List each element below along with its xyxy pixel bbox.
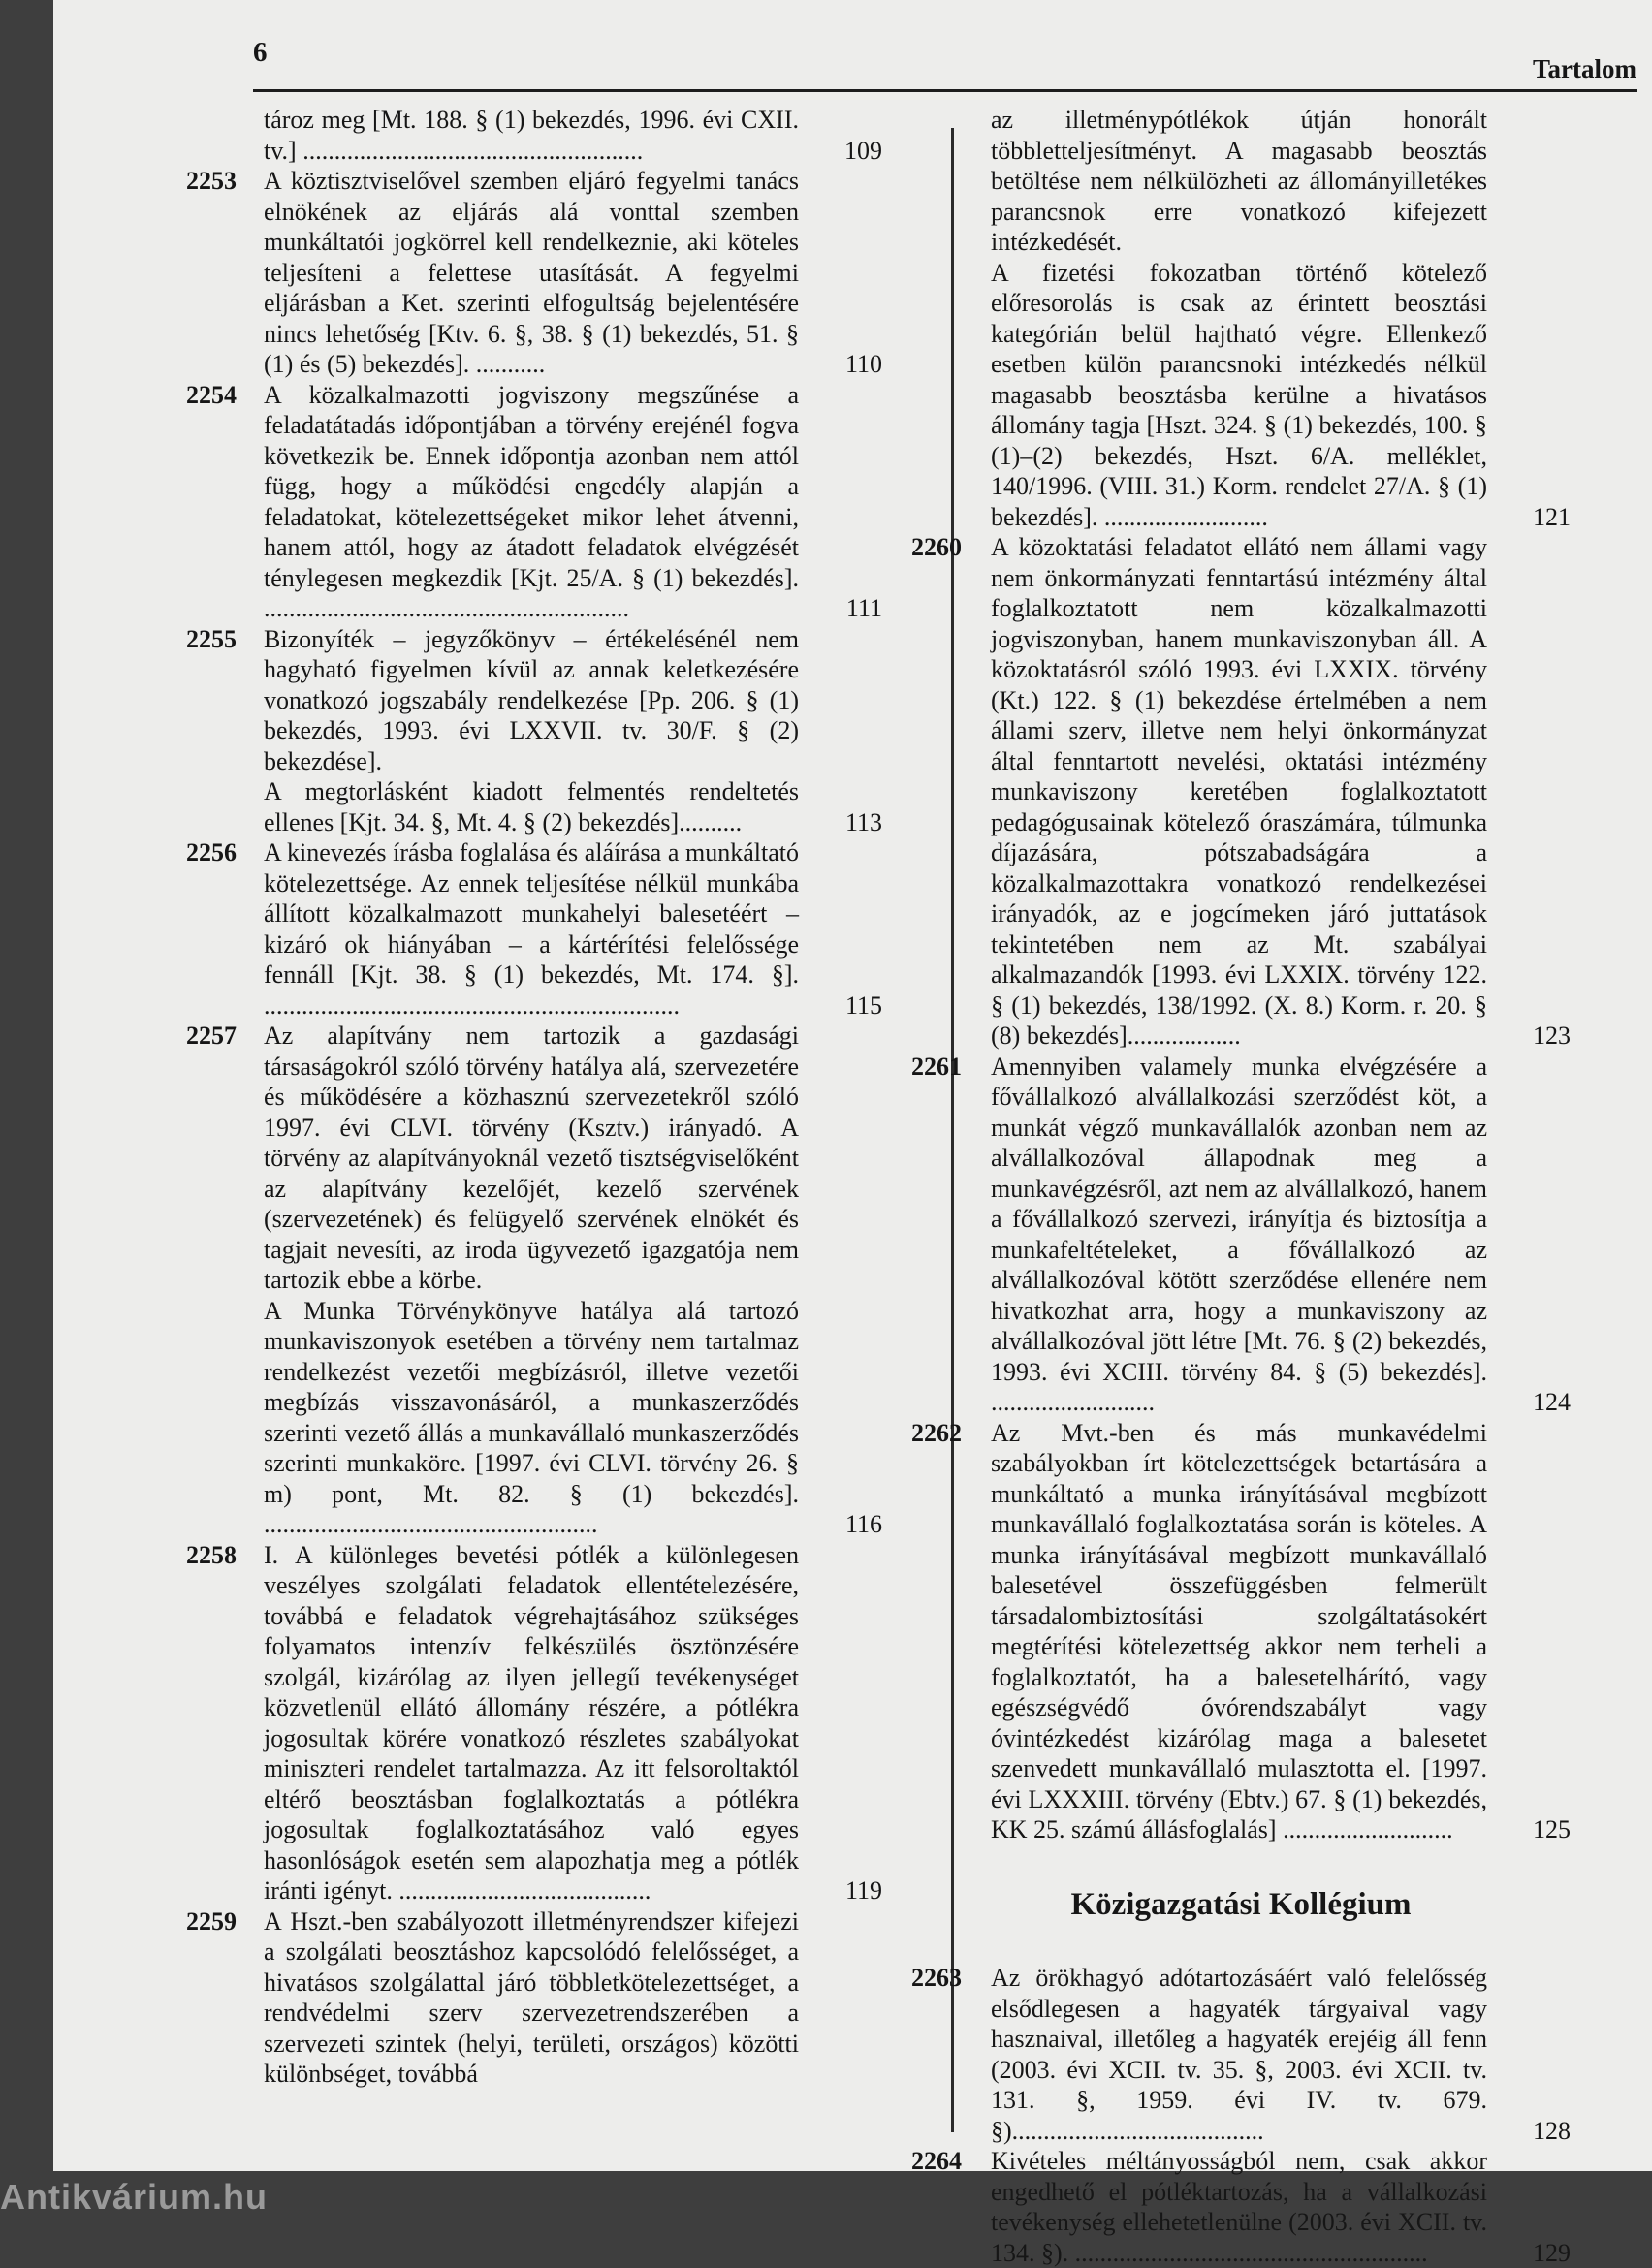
entry-page-number: 110 xyxy=(845,349,882,380)
toc-entry xyxy=(186,1540,882,1906)
entry-number: 2264 xyxy=(911,2146,962,2177)
header-rule xyxy=(253,89,1637,92)
entry-text: az illetménypótlékok útján honorált többletteljesítményt. A magasabb beosztás betöltése nem nélkülözheti az állományilletékes parancsnok erre vonatkozó kifejezett intézkedését. xyxy=(991,105,1487,258)
entry-page-number: 119 xyxy=(845,1875,882,1906)
toc-entry xyxy=(186,380,882,624)
entry-number: 2263 xyxy=(911,1963,962,1994)
toc-entry xyxy=(911,1418,1571,1845)
entry-text: A köztisztviselővel szemben eljáró fegyelmi tanács elnökének az eljárás alá vonttal szemben munkáltatói jogkörrel kell rendelkeznie, aki köteles teljesíteni a felettese utasítását. A fegyelmi eljárásban a Ket. szerinti elfogultság bejelentésére nincs lehetőség [Ktv. 6. §, 38. § (1) bekezdés, 51. § (1) és (5) bekezdés]. ........... xyxy=(264,166,799,380)
entry-text: A kinevezés írásba foglalása és aláírása a munkáltató kötelezettsége. Az ennek teljesítése nélkül munkába állított közalkalmazott munkahelyi balesetéért – kizáró ok hiányában – a kártérítési felelőssége fennáll [Kjt. 38. § (1) bekezdés, Mt. 174. §]. .................................................................. xyxy=(264,837,799,1021)
page-number: 6 xyxy=(253,37,268,69)
toc-entry xyxy=(911,1052,1571,1418)
entry-page-number: 121 xyxy=(1533,502,1571,533)
entry-number: 2257 xyxy=(186,1021,237,1052)
entry-page-number: 124 xyxy=(1533,1387,1571,1418)
entry-text: A közoktatási feladatot ellátó nem állami vagy nem önkormányzati fenntartású intézmény által foglalkoztatott nem közalkalmazotti jogviszonyban, hanem munkaviszonyban áll. A közoktatásról szóló 1993. évi LXXIX. törvény (Kt.) 122. § (1) bekezdése értelmében a nem állami szerv, illetve nem helyi önkormányzat által fenntartott nevelési, oktatási intézmény munkaviszony keretében foglalkoztatott pedagógusainak kötelező óraszámára, túlmunka díjazására, pótszabadságára a közalkalmazottakra vonatkozó rendelkezései irányadók, az e jogcímeken járó juttatások tekintetében nem az Mt. szabályai alkalmazandók [1993. évi LXXIX. törvény 122. § (1) bekezdés, 138/1992. (X. 8.) Korm. r. 20. § (8) bekezdés].................. xyxy=(991,532,1487,1052)
entry-number: 2258 xyxy=(186,1540,237,1571)
toc-entry xyxy=(911,1963,1571,2146)
entry-number: 2255 xyxy=(186,624,237,655)
entry-page-number: 116 xyxy=(845,1509,882,1540)
entry-text: I. A különleges bevetési pótlék a különlegesen veszélyes szolgálati feladatok ellentételezésére, továbbá e feladatok végrehajtásához szükséges folyamatos intenzív felkészülés ösztönzésére szolgál, kizárólag az ilyen jellegű tevékenységet közvetlenül ellátó állomány részére, a pótlékra jogosultak körére vonatkozó részletes szabályokat miniszteri rendelet tartalmazza. Az itt felsoroltaktól eltérő beosztásban foglalkoztatás a pótlékra jogosultak foglalkoztatásához való egyes hasonlóságok esetén sem alapozhatja meg a pótlék iránti igényt. ........................................ xyxy=(264,1540,799,1906)
watermark: Antikvárium.hu xyxy=(0,2177,268,2218)
toc-entry xyxy=(186,1906,882,2090)
entry-text: A fizetési fokozatban történő kötelező előresorolás is csak az érintett beosztási kategórián belül hajtható végre. Ellenkező esetben külön parancsnoki intézkedés nélkül magasabb beosztásba kerülne a hivatásos állomány tagja [Hszt. 324. § (1) bekezdés, 100. § (1)–(2) bekezdés, Hszt. 6/A. melléklet, 140/1996. (VIII. 31.) Korm. rendelet 27/A. § (1) bekezdés]. .......................... xyxy=(991,258,1487,533)
toc-entry xyxy=(186,1296,882,1540)
entry-page-number: 113 xyxy=(845,807,882,838)
entry-number: 2254 xyxy=(186,380,237,411)
entry-page-number: 111 xyxy=(846,593,882,624)
entry-text: tároz meg [Mt. 188. § (1) bekezdés, 1996. évi CXII. tv.] ...................................................... xyxy=(264,105,799,166)
entry-number: 2262 xyxy=(911,1418,962,1449)
entry-page-number: 128 xyxy=(1533,2116,1571,2147)
entry-number: 2256 xyxy=(186,837,237,868)
section-heading: Közigazgatási Kollégium xyxy=(911,1890,1571,1921)
entry-text: Az alapítvány nem tartozik a gazdasági társaságokról szóló törvény hatálya alá, szervezetére és működésére a közhasznú szervezetekről szóló 1997. évi CLVI. törvény (Ksztv.) irányadó. A törvény az alapítványoknál vezető tisztségviselőként az alapítvány kezelőjét, kezelő szervének (szervezetének) és felügyelő szervének elnökét és tagjait nevesíti, az iroda ügyvezető igazgatója nem tartozik ebbe a körbe. xyxy=(264,1021,799,1296)
entry-text: A Munka Törvénykönyve hatálya alá tartozó munkaviszonyok esetében a törvény nem tartalmaz rendelkezést vezetői megbízásról, illetve vezetői megbízás visszavonásáról, a munkaszerződés szerinti vezető állás a munkavállaló munkaszerződés szerinti munkaköre. [1997. évi CLVI. törvény 26. § m) pont, Mt. 82. § (1) bekezdés]. ..................................................... xyxy=(264,1296,799,1540)
toc-entry xyxy=(911,105,1571,258)
entry-page-number: 115 xyxy=(845,991,882,1022)
entry-text: A megtorlásként kiadott felmentés rendeltetés ellenes [Kjt. 34. §, Mt. 4. § (2) bekezdés].......... xyxy=(264,776,799,837)
entry-text: Az Mvt.-ben és más munkavédelmi szabályokban írt kötelezettségek betartására a munkáltató a munka irányításával megbízott munkavállaló foglalkoztatása során is köteles. A munka irányításával megbízott munkavállaló balesetével összefüggésben felmerült társadalombiztosítási szolgáltatásokért megtérítési kötelezettség akkor nem terheli a foglalkoztatót, ha a balesetelhárító, vagy egészségvédő óvórendszabályt vagy óvintézkedést kizárólag maga a balesetet szenvedett munkavállaló mulasztotta el. [1997. évi LXXXIII. törvény (Ebtv.) 67. § (1) bekezdés, KK 25. számú állásfoglalás] ........................... xyxy=(991,1418,1487,1845)
entry-text: A Hszt.-ben szabályozott illetményrendszer kifejezi a szolgálati beosztáshoz kapcsolódó felelősséget, a hivatásos szolgálattal járó többletkötelezettséget, a rendvédelmi szerv szervezetrendszerében a szervezeti szintek (helyi, területi, országos) közötti különbséget, továbbá xyxy=(264,1906,799,2090)
entry-text: Bizonyíték – jegyzőkönyv – értékelésénél nem hagyható figyelmen kívül az annak keletkezésére vonatkozó jogszabály rendelkezése [Pp. 206. § (1) bekezdés, 1993. évi LXXVII. tv. 30/F. § (2) bekezdése]. xyxy=(264,624,799,777)
entry-number: 2260 xyxy=(911,532,962,563)
left-column xyxy=(186,105,882,2090)
toc-entry xyxy=(911,532,1571,1052)
entry-text: Kivételes méltányosságból nem, csak akkor engedhető el pótléktartozás, ha a vállalkozási tevékenység ellehetetlenülne (2003. évi XCII. tv. 134. §). ........................................................ xyxy=(991,2146,1487,2268)
toc-entry xyxy=(911,258,1571,533)
toc-entry xyxy=(911,2146,1571,2268)
toc-entry xyxy=(186,105,882,166)
right-column-entries-after xyxy=(911,1963,1571,2268)
toc-entry xyxy=(186,776,882,837)
toc-entry xyxy=(186,166,882,380)
entry-number: 2261 xyxy=(911,1052,962,1083)
right-column xyxy=(911,105,1571,2268)
toc-entry xyxy=(186,624,882,777)
entry-page-number: 109 xyxy=(844,136,882,167)
entry-text: Az örökhagyó adótartozásáért való felelősség elsődlegesen a hagyaték tárgyaival vagy hasznaival, illetőleg a hagyaték erejéig áll fenn (2003. évi XCII. tv. 35. §, 2003. évi XCII. tv. 131. §, 1959. évi IV. tv. 679. §)........................................ xyxy=(991,1963,1487,2146)
toc-entry xyxy=(186,837,882,1021)
entry-page-number: 123 xyxy=(1533,1021,1571,1052)
entry-page-number: 125 xyxy=(1533,1814,1571,1845)
toc-entry xyxy=(186,1021,882,1296)
entry-page-number: 129 xyxy=(1533,2238,1571,2268)
entry-text: A közalkalmazotti jogviszony megszűnése a feladatátadás időpontjában a törvény erejénél fogva következik be. Ennek időpontja azonban nem attól függ, hogy a működési engedély alapján a feladatokat, kötelezettségeket mikor lehet átvenni, hanem attól, hogy az átadott feladatok elvégzését ténylegesen megkezdik [Kjt. 25/A. § (1) bekezdés]. .......................................................... xyxy=(264,380,799,624)
section-title: Tartalom xyxy=(1533,54,1636,84)
entry-number: 2259 xyxy=(186,1906,237,1937)
entry-number: 2253 xyxy=(186,166,237,197)
right-column-entries xyxy=(911,105,1571,1845)
entry-text: Amennyiben valamely munka elvégzésére a fővállalkozó alvállalkozási szerződést köt, a munkát végző munkavállalók azonban nem az alvállalkozóval állapodnak meg a munkavégzésről, azt nem az alvállalkozó, hanem a fővállalkozó szervezi, irányítja és biztosítja a munkafeltételeket, a fővállalkozó az alvállalkozóval kötött szerződése ellenére nem hivatkozhat arra, hogy a munkaviszony az alvállalkozóval jött létre [Mt. 76. § (2) bekezdés, 1993. évi XCIII. törvény 84. § (5) bekezdés]. .......................... xyxy=(991,1052,1487,1418)
